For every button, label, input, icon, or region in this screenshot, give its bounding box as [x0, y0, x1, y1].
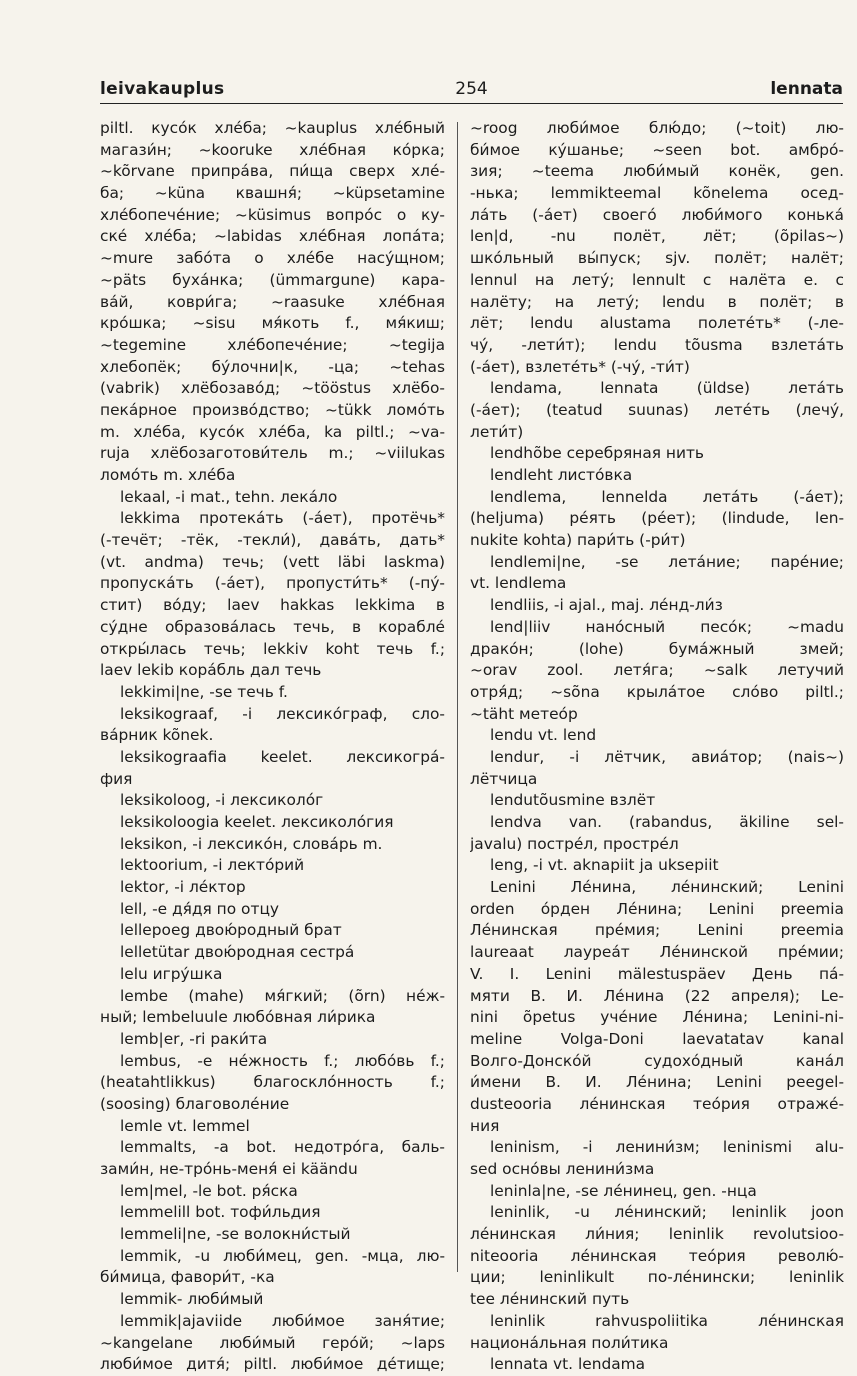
entry-line: лёт; lendu alustama полете́ть* (-ле- — [470, 314, 844, 333]
entry-headline: lektoorium, -i лекто́рий — [120, 856, 305, 875]
entry-headline: lendleht листо́вка — [490, 466, 633, 484]
entry-line: (heatahtlikkus) благоскло́нность f.; — [100, 1073, 445, 1092]
entry-line: lennul на лету́; lennult с налёта e. с — [470, 270, 844, 289]
entry-headline: leng, -i vt. aknapiit ja uksepiit — [490, 856, 719, 875]
entry-line: nukite kohta) пари́ть (-ри́т) — [470, 531, 686, 550]
entry-line: кро́шка; ~sisu мя́коть f., мя́киш; — [100, 314, 445, 333]
entry-line: len|d, -nu полёт, лёт; (õpilas~) — [470, 227, 844, 246]
entry-line: люби́мое дитя́; piltl. люби́мое де́тище; — [100, 1355, 445, 1374]
running-head-left: leivakauplus — [100, 79, 225, 99]
entry-line: пека́рное произво́дство; ~tükk ломо́ть — [100, 400, 445, 419]
entry-headline: Lenini Ле́нина, ле́нинский; Lenini — [490, 878, 844, 897]
entry-line: ~mure забо́та о хле́бе насу́щном; — [100, 249, 445, 268]
entry-headline: lendhõbe серебряная нить — [490, 444, 705, 463]
entry-line: ба; ~küna квашня́; ~küpsetamine — [100, 184, 445, 203]
entry-line: ~täht метео́р — [470, 704, 578, 723]
page-header — [100, 77, 843, 104]
entry-line: хлебопёк; бу́лочни|к, -ца; ~tehas — [100, 357, 445, 376]
entry-line: пропуска́ть (-а́ет), пропусти́ть* (-пу́- — [100, 574, 445, 593]
entry-line: meline Volga-Doni laevatatav kanal — [470, 1029, 844, 1048]
page-number: 254 — [455, 79, 488, 99]
entry-line: ле́нинская ли́ния; leninlik revolutsioo- — [470, 1225, 844, 1244]
entry-headline: leksikoloog, -i лексиколо́г — [120, 791, 324, 810]
entry-line: (heljuma) ре́ять (ре́ет); (lindude, len- — [470, 509, 844, 528]
entry-headline: lembe (mahe) мя́гкий; (õrn) не́ж- — [120, 986, 445, 1005]
entry-headline: lendva van. (rabandus, äkiline sel- — [490, 813, 844, 831]
entry-headline: lektor, -i ле́ктор — [120, 878, 246, 897]
entry-headline: leksikograafia keelet. лексикогра́- — [120, 747, 445, 766]
entry-line: откры́лась течь; lekkiv koht течь f.; — [100, 639, 445, 658]
entry-line: и́мени В. И. Ле́нина; Lenini peegel- — [470, 1073, 844, 1092]
entry-line: ~tegemine хле́бопече́ние; ~tegija — [100, 335, 445, 354]
entry-headline: lemmik, -u люби́мец, gen. -мца, лю- — [120, 1246, 445, 1265]
entry-line: (-а́ет); (teatud suunas) лете́ть (лечу́, — [470, 400, 844, 419]
entry-line: ruja хлёбозаготови́тель m.; ~viilukas — [100, 444, 445, 463]
entry-headline: lemmik|ajaviide люби́мое заня́тие; — [120, 1311, 445, 1330]
entry-headline: lell, -e дя́дя по отцу — [120, 899, 280, 918]
entry-line: dusteooria ле́нинская тео́рия отраже́- — [470, 1094, 844, 1113]
entry-line: Волго-Донско́й судохо́дный кана́л — [470, 1051, 844, 1070]
entry-line: vt. lendlema — [470, 574, 567, 593]
entry-line: sed осно́вы ленини́зма — [470, 1160, 655, 1178]
entry-headline: lemb|er, -ri раки́та — [120, 1029, 268, 1048]
entry-line: ~kõrvane припра́ва, пи́ща сверх хле́- — [100, 162, 445, 181]
entry-line: (-течёт; -тёк, -текли́), дава́ть, дать* — [100, 531, 445, 550]
entry-headline: lend|liiv нано́сный песо́к; ~madu — [490, 617, 844, 636]
entry-line: ске́ хле́ба; ~labidas хле́бная лопа́та; — [100, 227, 445, 246]
entry-line: драко́н; (lohe) бума́жный змей; — [470, 639, 844, 658]
entry-headline: lennata vt. lendama — [490, 1355, 646, 1374]
entry-line: laureaat лауреа́т Ле́нинской пре́мии; — [470, 943, 844, 962]
entry-line: ~roog люби́мое блю́до; (~toit) лю- — [470, 119, 844, 137]
entry-headline: lendur, -i лётчик, авиа́тор; (nais~) — [490, 747, 844, 766]
left-column — [100, 118, 445, 1376]
entry-line: piltl. кусо́к хле́ба; ~kauplus хле́бный — [100, 119, 445, 137]
entry-line: шко́льный вы́пуск; sjv. полёт; налёт; — [470, 249, 844, 268]
entry-headline: lemmelill bot. тофи́льдия — [120, 1203, 321, 1222]
entry-line: ва́й, коври́га; ~raasuke хле́бная — [100, 292, 445, 311]
entry-line: (vt. andma) течь; (vett läbi laskma) — [100, 552, 445, 571]
entry-line: би́мица, фавори́т, -ка — [100, 1268, 275, 1287]
entry-line: отря́д; ~sõna крыла́тое сло́во piltl.; — [470, 682, 844, 701]
entry-line: стит) во́ду; laev hakkas lekkima в — [100, 596, 445, 615]
entry-headline: lekkimi|ne, -se течь f. — [120, 682, 288, 701]
entry-headline: lellepoeg двою́родный брат — [120, 921, 342, 940]
entry-line: ~kangelane люби́мый геро́й; ~laps — [100, 1333, 445, 1352]
entry-line: национа́льная поли́тика — [470, 1333, 669, 1352]
entry-line: laev lekib кора́бль дал течь — [100, 661, 322, 680]
entry-line: ции; leninlikult по-ле́нински; leninlik — [470, 1268, 844, 1287]
entry-headline: lemmik- люби́мый — [120, 1290, 264, 1309]
entry-headline: lemmalts, -a bot. недотро́га, баль- — [120, 1138, 445, 1157]
entry-line: orden о́рден Ле́нина; Lenini preemia — [470, 899, 844, 918]
entry-line: ва́рник kõnek. — [100, 726, 214, 745]
entry-line: ный; lembeluule любо́вная ли́рика — [100, 1008, 376, 1027]
entry-headline: leksikoloogia keelet. лексиколо́гия — [120, 813, 394, 831]
entry-line: мяти В. И. Ле́нина (22 апреля); Le- — [470, 986, 844, 1005]
entry-line: зами́н, не-тро́нь-меня́ ei käändu — [100, 1160, 358, 1178]
entry-line: су́дне образова́лась течь, в корабле́ — [100, 617, 445, 636]
entry-headline: lekkima протека́ть (-а́ет), протёчь* — [120, 509, 445, 528]
entry-headline: lendliis, -i ajal., maj. ле́нд-ли́з — [490, 596, 723, 615]
entry-line: налёту; на лету́; lendu в полёт; в — [470, 292, 844, 311]
entry-headline: leninlik rahvuspoliitika ле́нинская — [490, 1311, 844, 1330]
entry-line: niteooria ле́нинская тео́рия револю́- — [470, 1246, 844, 1265]
entry-headline: leninism, -i ленини́зм; leninismi alu- — [490, 1138, 844, 1157]
entry-headline: lendu vt. lend — [490, 726, 597, 745]
entry-line: -нька; lemmikteemal kõnelema осед- — [470, 184, 844, 203]
entry-line: фия — [100, 769, 133, 788]
entry-headline: lemle vt. lemmel — [120, 1116, 250, 1135]
entry-headline: lembus, -e не́жность f.; любо́вь f.; — [120, 1051, 445, 1070]
entry-line: чу́, -лети́т); lendu tõusma взлета́ть — [470, 335, 844, 354]
entry-line: ~päts буха́нка; (ümmargune) кара- — [100, 270, 445, 289]
entry-line: магази́н; ~kooruke хле́бная ко́рка; — [100, 140, 445, 159]
entry-line: javalu) постре́л, простре́л — [470, 834, 679, 853]
entry-headline: leksikon, -i лексико́н, слова́рь m. — [120, 834, 383, 853]
entry-headline: lem|mel, -le bot. ря́ска — [120, 1181, 298, 1200]
entry-line: ~orav zool. летя́га; ~salk летучий — [470, 661, 844, 680]
entry-line: хле́бопече́ние; ~küsimus вопро́с о ку- — [100, 205, 445, 224]
entry-headline: lendutõusmine взлёт — [490, 791, 656, 810]
entry-line: лётчица — [470, 769, 538, 788]
entry-line: ния — [470, 1116, 500, 1135]
entry-headline: lelu игру́шка — [120, 964, 223, 983]
entry-headline: leksikograaf, -i лексико́граф, сло- — [120, 704, 445, 723]
entry-headline: lendlema, lennelda лета́ть (-а́ет); — [490, 487, 844, 506]
entry-line: ла́ть (-а́ет) своего́ люби́мого конька́ — [470, 205, 844, 224]
entry-line: tee ле́нинский путь — [470, 1290, 630, 1309]
entry-headline: lendlemi|ne, -se лета́ние; паре́ние; — [490, 552, 844, 571]
entry-line: ломо́ть m. хле́ба — [100, 466, 236, 484]
entry-line: (soosing) благоволе́ние — [100, 1094, 290, 1113]
entry-headline: lendama, lennata (üldse) лета́ть — [490, 379, 844, 398]
running-head-right: lennata — [770, 79, 843, 99]
entry-line: би́мое ку́шанье; ~seen bot. амбро́- — [470, 140, 844, 159]
entry-line: (vabrik) хлёбозаво́д; ~tööstus хлёбо- — [100, 379, 445, 398]
entry-line: V. I. Lenini mälestuspäev День па́- — [470, 964, 844, 983]
entry-headline: leninla|ne, -se ле́нинец, gen. -нца — [490, 1181, 757, 1200]
entry-line: зия; ~teema люби́мый конёк, gen. — [470, 162, 844, 181]
entry-line: (-а́ет), взлете́ть* (-чу́, -ти́т) — [470, 357, 690, 376]
entry-line: nini õpetus уче́ние Ле́нина; Lenini-ni- — [470, 1008, 844, 1027]
column-divider — [457, 122, 458, 1272]
entry-line: лети́т) — [470, 422, 524, 441]
entry-headline: lekaal, -i mat., tehn. лека́ло — [120, 487, 338, 506]
entry-headline: leninlik, -u ле́нинский; leninlik joon — [490, 1203, 844, 1222]
entry-line: Ле́нинская пре́мия; Lenini preemia — [470, 921, 844, 940]
right-column — [470, 118, 844, 1376]
entry-line: m. хле́ба, кусо́к хле́ба, ka piltl.; ~va- — [100, 422, 445, 441]
entry-headline: lelletütar двою́родная сестра́ — [120, 943, 355, 962]
entry-headline: lemmeli|ne, -se волокни́стый — [120, 1225, 351, 1244]
